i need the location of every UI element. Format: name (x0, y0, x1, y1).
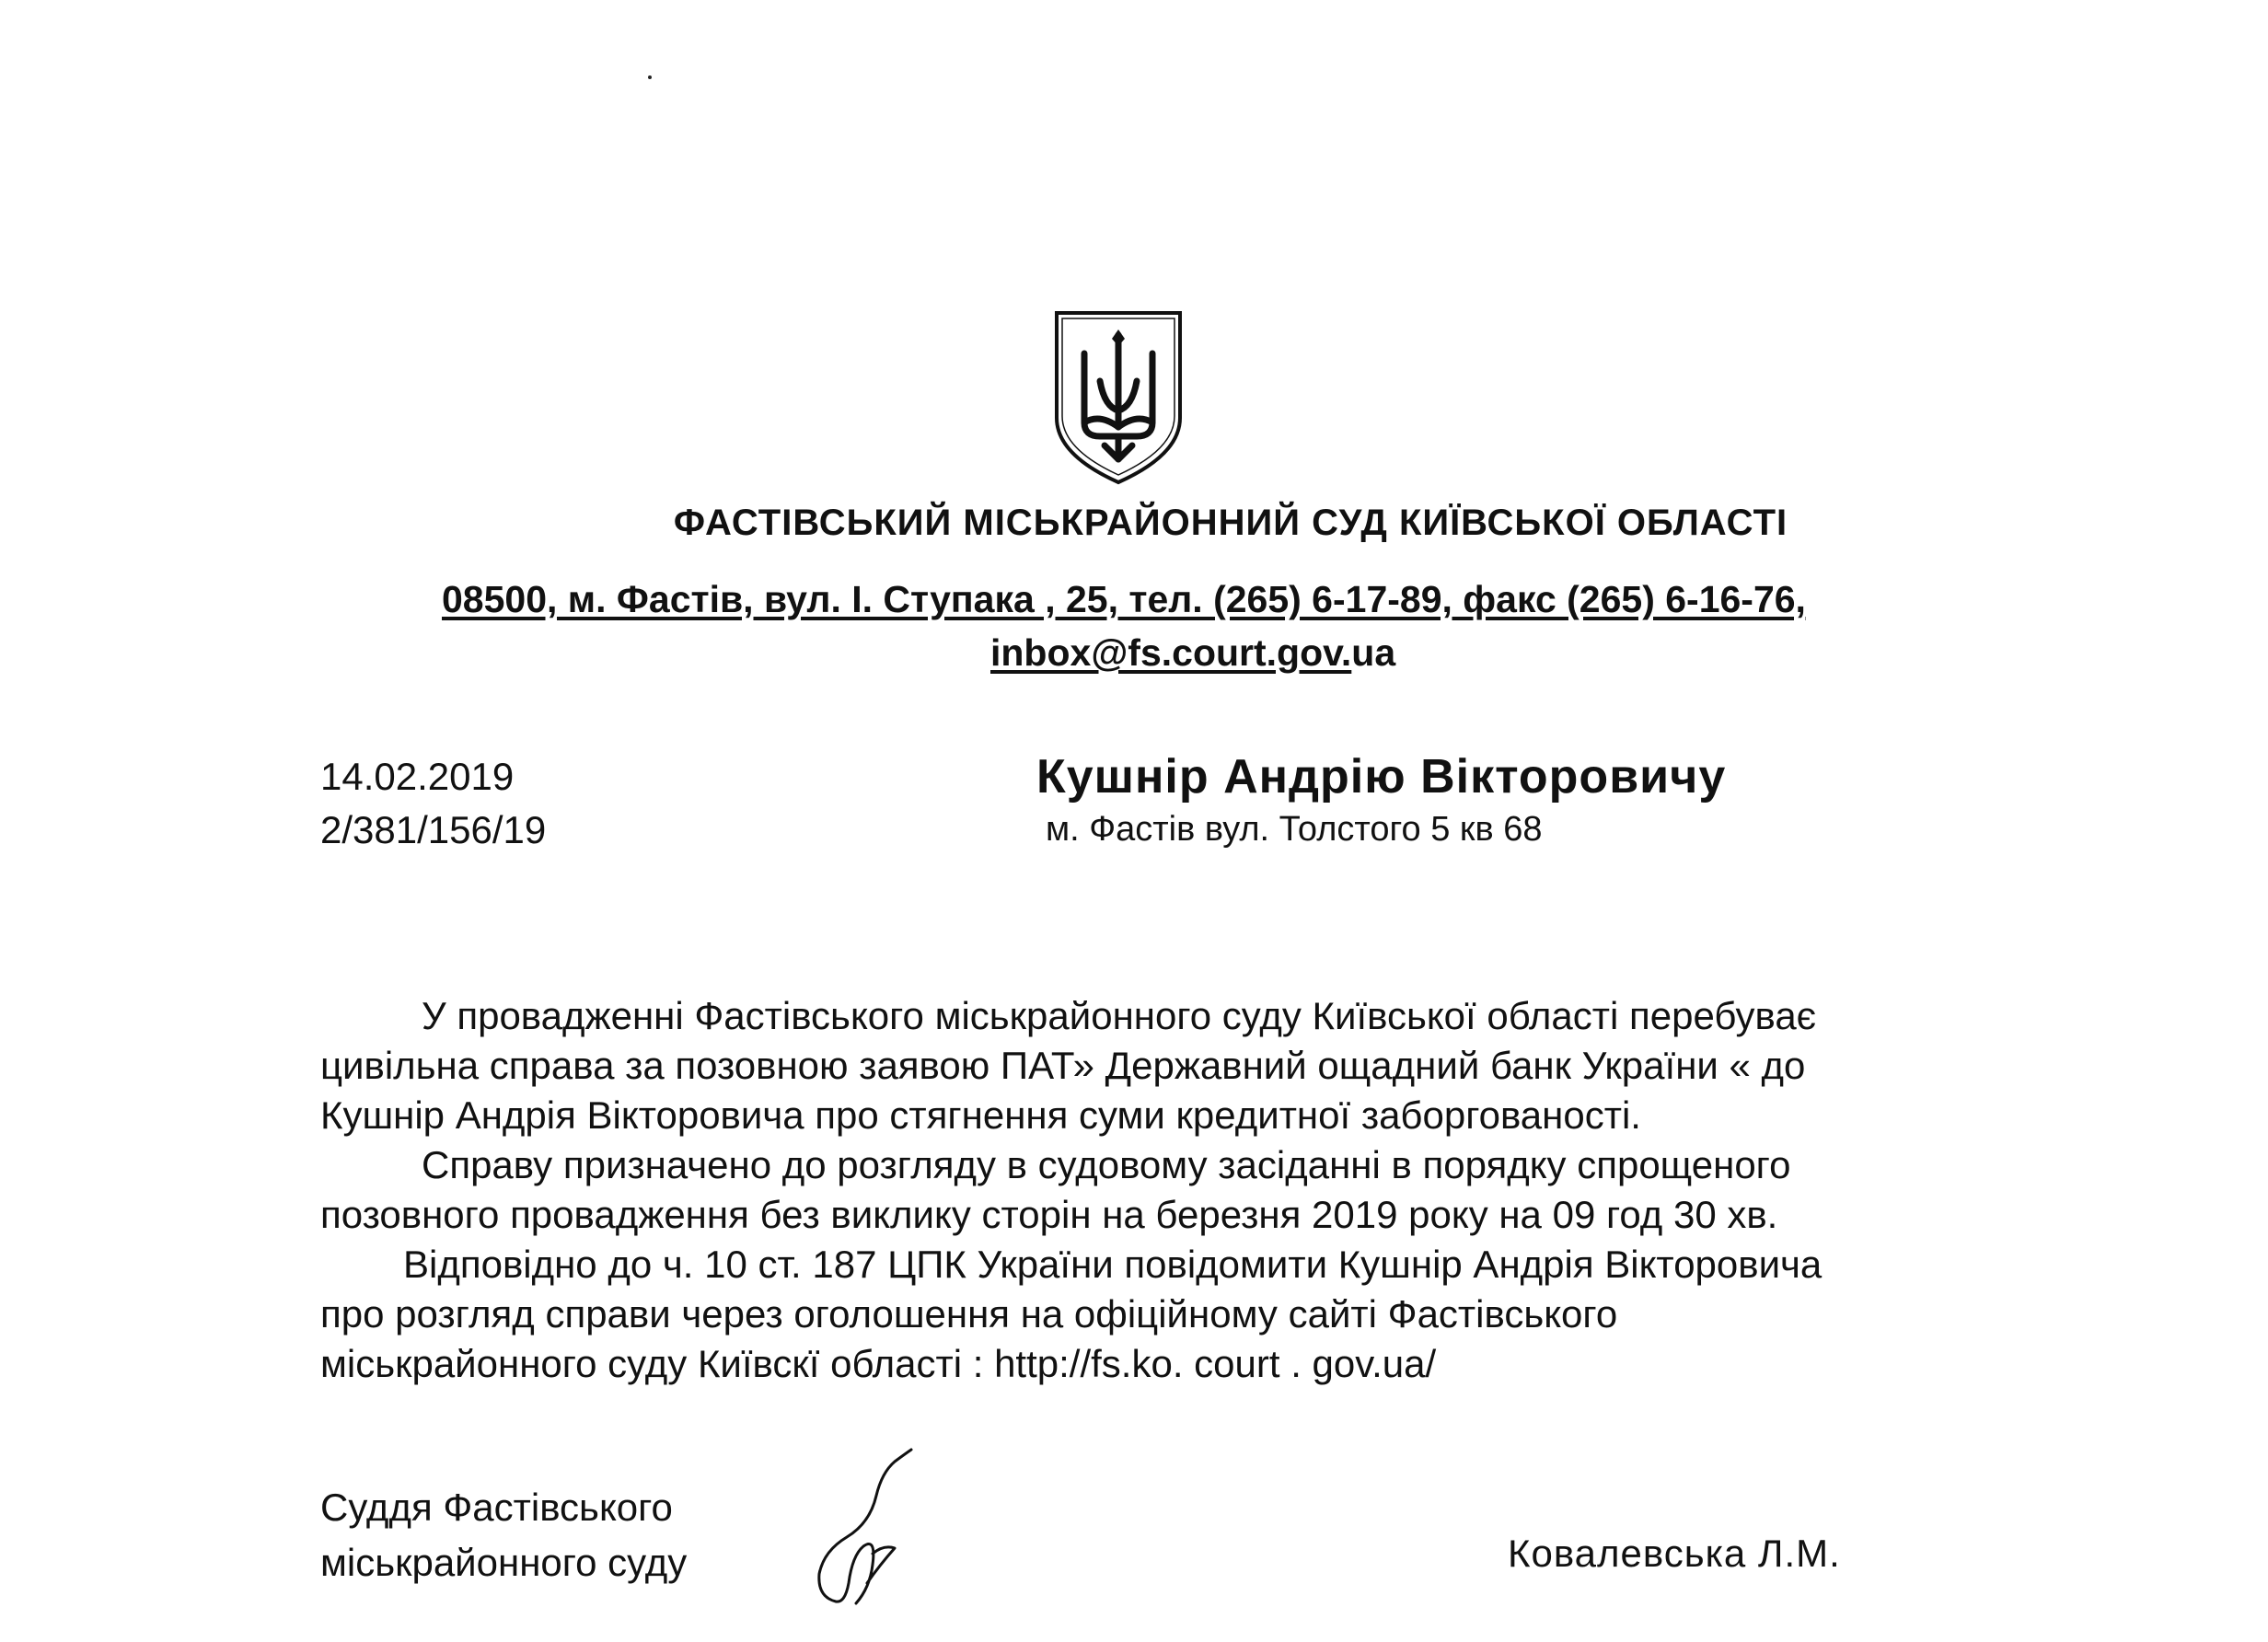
court-email-tld: ua (1351, 631, 1396, 674)
scan-speck (648, 75, 652, 79)
body-line: позовного провадження без виклику сторін на березня 2019 року на 09 год 30 хв. (320, 1193, 1778, 1236)
judge-title-line2: міськрайонного суду (320, 1541, 688, 1584)
handwritten-signature (792, 1445, 930, 1611)
recipient-name: Кушнір Андрію Вікторовичу (1036, 750, 1727, 804)
ukraine-trident-emblem-icon (1049, 307, 1187, 487)
body-line: Відповідно до ч. 10 ст. 187 ЦПК України повідомити Кушнір Андрія Вікторовича (403, 1243, 1822, 1286)
letter-body (320, 991, 2069, 1389)
court-email-link[interactable]: inbox@fs.court.gov. (990, 631, 1352, 674)
court-email (990, 631, 1395, 675)
body-line: цивільна справа за позовною заявою ПАТ» Державний ощадний банк України « до (320, 1044, 1806, 1087)
court-name: ФАСТІВСЬКИЙ МІСЬКРАЙОННИЙ СУД КИЇВСЬКОЇ ОБЛАСТІ (673, 503, 1788, 543)
body-line: Кушнір Андрія Вікторовича про стягнення суми кредитної заборгованості. (320, 1093, 1641, 1137)
recipient-address: м. Фастів вул. Толстого 5 кв 68 (1046, 810, 1543, 849)
judge-name: Ковалевська Л.М. (1508, 1532, 1841, 1575)
body-line: про розгляд справи через оголошення на офіційному сайті Фастівського (320, 1292, 1618, 1336)
court-address: 08500, м. Фастів, вул. І. Ступака , 25, тел. (265) 6-17-89, факс (265) 6-16-76, (442, 578, 1806, 620)
document-date: 14.02.2019 (320, 755, 515, 798)
judge-title (320, 1480, 687, 1590)
judge-title-line1: Суддя Фастівського (320, 1486, 673, 1529)
body-line: міськрайонного суду Київскї області : http://fs.ko. court . gov.ua/ (320, 1342, 1437, 1385)
document-number: 2/381/156/19 (320, 808, 547, 851)
body-line: Справу призначено до розгляду в судовому засіданні в порядку спрощеного (422, 1143, 1791, 1186)
body-line: У провадженні Фастівського міськрайонного суду Київської області перебуває (422, 994, 1817, 1037)
